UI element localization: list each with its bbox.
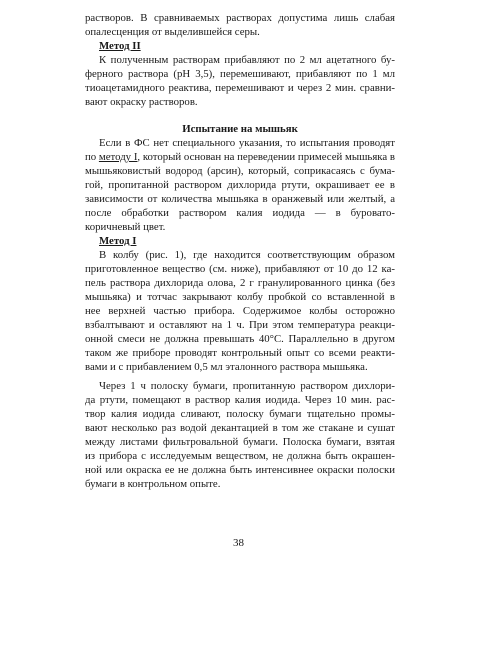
paragraph-line: зависимости от количества мышьяка в оранжевый или желтый, а xyxy=(85,193,395,205)
paragraph-line: таком же приборе проводят контрольный опыт со всеми реакти- xyxy=(85,347,395,359)
paragraph-line: гой, пропитанной раствором дихлорида ртути, окрашивает ее в xyxy=(85,179,395,191)
paragraph-line: коричневый цвет. xyxy=(85,221,166,233)
paragraph-line: вами и с прибавлением 0,5 мл эталонного раствора мышьяка. xyxy=(85,361,368,373)
paragraph-line: К полученным растворам прибавляют по 2 мл ацетатного бу- xyxy=(99,54,395,66)
paragraph-line: нее верхней частью прибора. Содержимое колбы осторожно xyxy=(85,305,395,317)
paragraph-line: вают окраску растворов. xyxy=(85,96,198,108)
paragraph-line: Через 1 ч полоску бумаги, пропитанную раствором дихлори- xyxy=(99,380,395,392)
paragraph-line: мышьяковистый водород (арсин), который, соприкасаясь с бума- xyxy=(85,165,395,177)
paragraph-line: растворов. В сравниваемых растворах допустима лишь слабая xyxy=(85,12,395,24)
paragraph-line: опалесценция от выделившейся серы. xyxy=(85,26,260,38)
paragraph-line-with-reference xyxy=(85,151,395,164)
paragraph-line: после обработки раствором калия иодида — в буровато- xyxy=(85,207,395,219)
method-1-reference: методу I xyxy=(98,151,138,163)
paragraph-line: приготовленное вещество (см. ниже), прибавляют от 10 до 12 ка- xyxy=(85,263,395,275)
paragraph-line: пель раствора дихлорида олова, 2 г гранулированного цинка (без xyxy=(85,277,395,289)
paragraph-line: из прибора с исследуемым веществом, не должна быть окрашен- xyxy=(85,450,395,462)
paragraph-line: мышьяка) и тотчас закрывают колбу пробкой со вставленной в xyxy=(85,291,395,303)
section-title: Испытание на мышьяк xyxy=(182,123,298,135)
paragraph-line: ной или окраска ее не должна быть интенсивнее окраски полоски xyxy=(85,464,395,476)
paragraph-line: Если в ФС нет специального указания, то испытания проводят xyxy=(99,137,395,149)
method-1-heading xyxy=(85,235,395,248)
paragraph-line: бумаги в контрольном опыте. xyxy=(85,478,221,490)
paragraph-line: между листами фильтровальной бумаги. Полоска бумаги, взятая xyxy=(85,436,395,448)
paragraph-line: ферного раствора (рН 3,5), перемешивают, прибавляют по 1 мл xyxy=(85,68,395,80)
text-fragment: , который основан на переведении примесей мышьяка в xyxy=(137,151,395,163)
method-1-title: Метод I xyxy=(99,235,137,247)
paragraph-line: В колбу (рис. 1), где находится соответствующим образом xyxy=(99,249,395,261)
paragraph-line: взбалтывают и оставляют на 1 ч. При этом температура реакци- xyxy=(85,319,395,331)
paragraph-line: онной смеси не должна превышать 40°С. Параллельно в другом xyxy=(85,333,395,345)
paragraph-line: вают несколько раз водой декантацией в том же стакане и сушат xyxy=(85,422,395,434)
method-2-heading xyxy=(85,40,395,53)
method-2-title: Метод II xyxy=(99,40,141,52)
text-fragment: по xyxy=(85,151,99,163)
paragraph-line: тиоацетамидного реактива, перемешивают и через 2 мин. сравни- xyxy=(85,82,395,94)
paragraph-line: да ртути, помещают в раствор калия иодида. Через 10 мин. рас- xyxy=(85,394,395,406)
paragraph-line: твор калия иодида сливают, полоску бумаги тщательно промы- xyxy=(85,408,395,420)
page-number: 38 xyxy=(233,537,244,549)
